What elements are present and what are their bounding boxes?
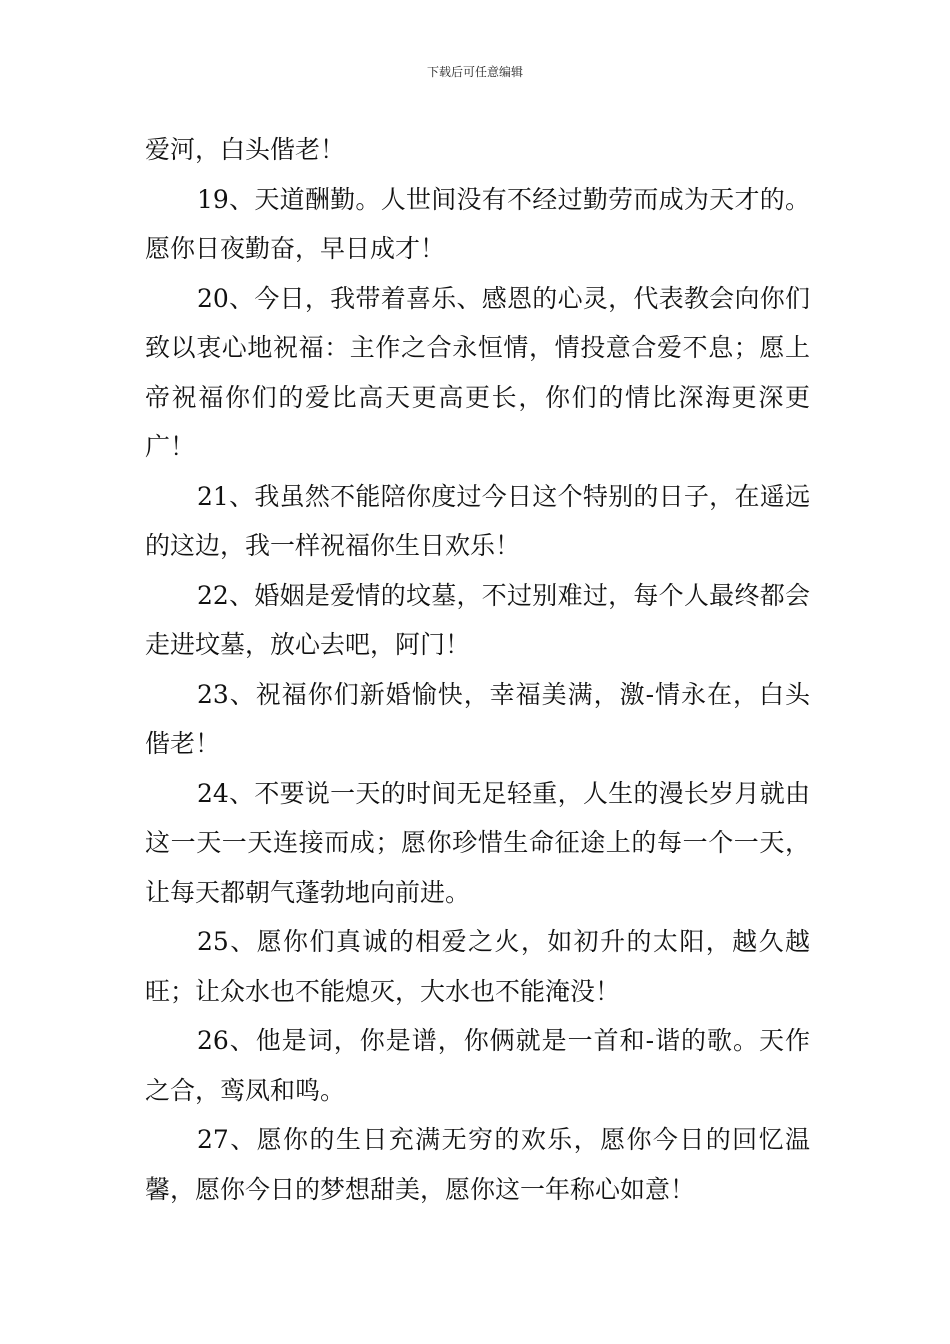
page-header: 下载后可任意编辑 [426, 65, 523, 79]
paragraph-24: 24、不要说一天的时间无足轻重，人生的漫长岁月就由这一天一天连接而成；愿你珍惜生命征途上的每一个一天，让每天都朝气蓬勃地向前进。 [145, 778, 810, 907]
paragraph-continuation: 爱河，白头偕老！ [145, 135, 346, 164]
document-body [145, 125, 810, 1214]
paragraph-23: 23、祝福你们新婚愉快，幸福美满，激-情永在，白头偕老！ [145, 679, 810, 758]
paragraph-27: 27、愿你的生日充满无穷的欢乐，愿你今日的回忆温馨，愿你今日的梦想甜美，愿你这一年称心如意！ [145, 1125, 810, 1204]
paragraph-19: 19、天道酬勤。人世间没有不经过勤劳而成为天才的。愿你日夜勤奋，早日成才！ [145, 184, 810, 263]
paragraph-22: 22、婚姻是爱情的坟墓，不过别难过，每个人最终都会走进坟墓，放心去吧，阿门！ [145, 580, 810, 659]
paragraph-21: 21、我虽然不能陪你度过今日这个特别的日子，在遥远的这边，我一样祝福你生日欢乐！ [145, 481, 810, 560]
paragraph-20: 20、今日，我带着喜乐、感恩的心灵，代表教会向你们致以衷心地祝福：主作之合永恒情，情投意合爱不息；愿上帝祝福你们的爱比高天更高更长，你们的情比深海更深更广！ [145, 283, 810, 461]
paragraph-26: 26、他是词，你是谱，你俩就是一首和-谐的歌。天作之合，鸾凤和鸣。 [145, 1026, 810, 1105]
paragraph-25: 25、愿你们真诚的相爱之火，如初升的太阳，越久越旺；让众水也不能熄灭，大水也不能淹没！ [145, 927, 810, 1006]
